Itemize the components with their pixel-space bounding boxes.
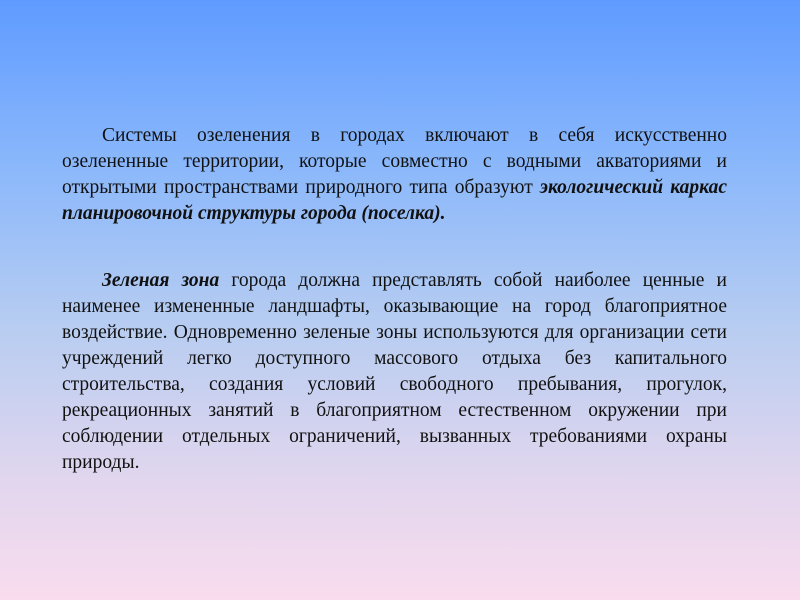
paragraph-green-zone	[62, 268, 727, 476]
paragraph1-text: Системы озеленения в городах включают в себя искусственно озелененные территории, которые совместно с водными акваториями и открытыми пространствами природного типа образуют	[62, 125, 727, 198]
paragraph1-emphasis: экологический каркас планировочной структуры города (поселка).	[62, 177, 727, 224]
paragraph2-emphasis: Зеленая зона	[102, 270, 220, 291]
paragraph2-text: города должна представлять собой наиболее ценные и наименее измененные ландшафты, оказывающие на город благоприятное воздействие. Одновременно зеленые зоны используются для организации сети учреждений легко доступного массового отдыха без капитального строительства, создания условий свободного пребывания, прогулок, рекреационных занятий в благоприятном естественном окружении при соблюдении отдельных ограничений, вызванных требованиями охраны природы.	[62, 270, 727, 473]
paragraph-green-systems	[62, 123, 727, 227]
